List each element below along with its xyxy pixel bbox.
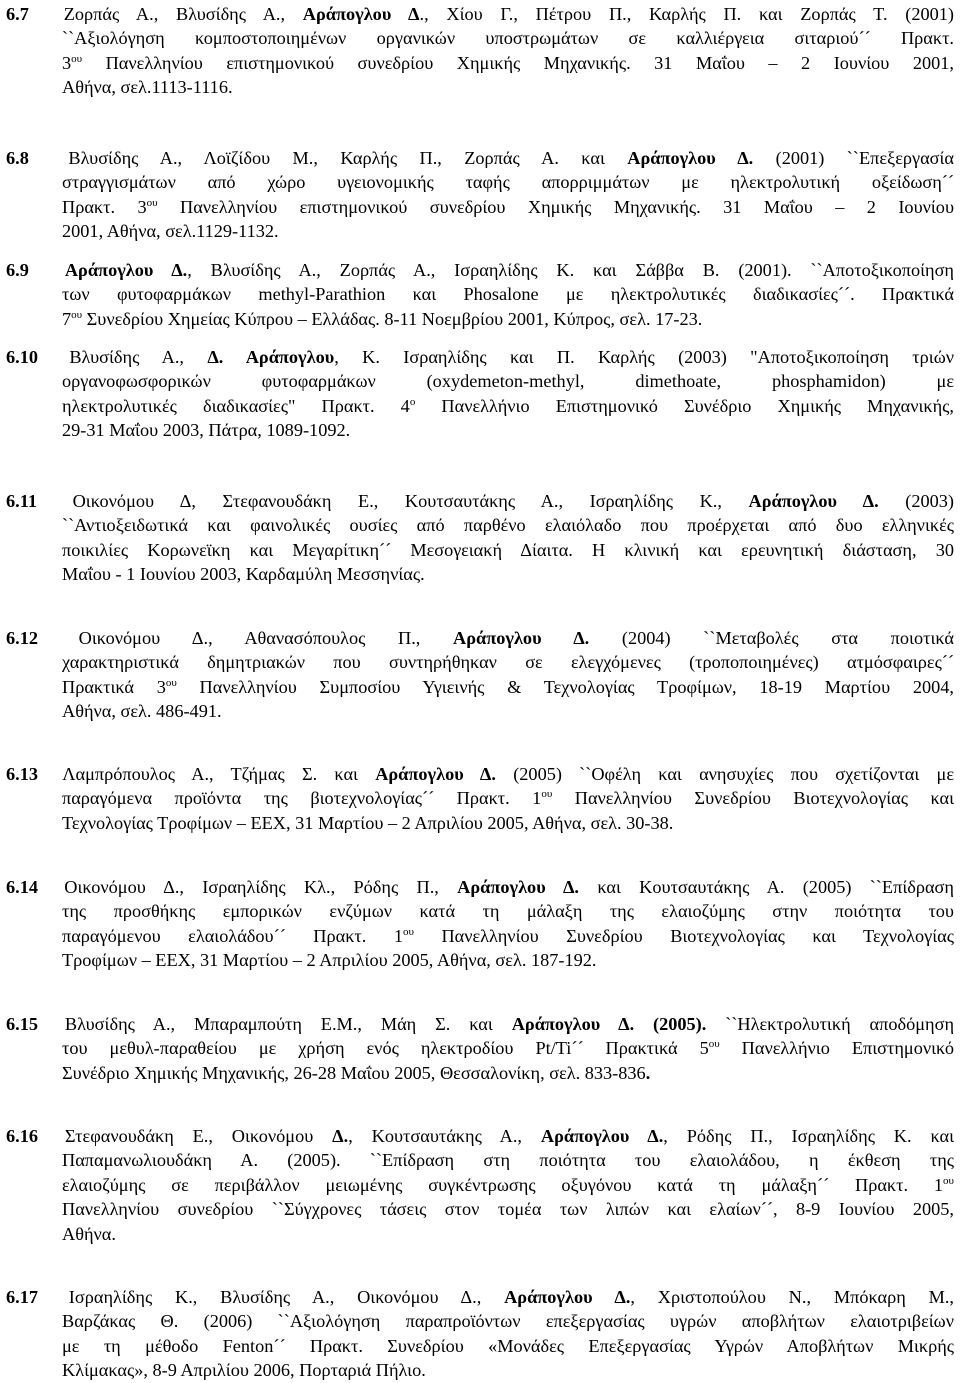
reference-text: των φυτοφαρμάκων methyl-Parathion και Phosalone με ηλεκτρολυτικές διαδικασίες´´. Πρακτικά	[62, 284, 954, 305]
reference-text: 29-31 Μαΐου 2003, Πάτρα, 1089-1092.	[62, 420, 351, 441]
reference-line	[6, 1061, 954, 1085]
reference-number: 6.9	[6, 260, 29, 280]
reference-text: ``Αντιοξειδωτικά και φαινολικές ουσίες από παρθένο ελαιόλαδο που προέρχεται από δυο ελληνικές	[62, 515, 954, 536]
reference-line	[6, 1285, 954, 1309]
reference-line	[6, 2, 954, 26]
bold-author-text: Αράπογλου Δ. (2005).	[511, 1014, 707, 1034]
bold-author-text: Αράπογλου Δ.	[457, 877, 580, 897]
reference-number: 6.11	[6, 491, 37, 511]
reference-line	[6, 282, 954, 306]
ordinal-superscript: ου	[708, 1038, 720, 1051]
reference-text: Πρακτ. 3	[62, 196, 147, 217]
ordinal-superscript: ου	[541, 788, 553, 801]
reference-entry	[6, 1012, 954, 1085]
reference-text: Πρακτικά 3	[62, 676, 166, 697]
reference-line	[6, 699, 954, 723]
reference-text: 2001, Αθήνα, σελ.1129-1132.	[62, 221, 279, 242]
reference-number: 6.16	[6, 1126, 38, 1146]
reference-entry	[6, 875, 954, 973]
reference-text: ``Αξιολόγηση κομποστοποιημένων οργανικών υποστρωμάτων σε καλλιέργεια σιταριού´´ Πρακτ.	[62, 28, 954, 49]
reference-text: Αθήνα.	[62, 1223, 116, 1244]
reference-text: Λαμπρόπουλος Α., Τζήμας Σ. και	[46, 764, 376, 784]
reference-entry	[6, 1285, 954, 1383]
reference-text: Οικονόμου Δ., Ισραηλίδης Κλ., Ρόδης Π.,	[46, 877, 458, 897]
reference-text: (2003)	[878, 491, 954, 511]
reference-text: Ισραηλίδης Κ., Βλυσίδης Α., Οικονόμου Δ.,	[46, 1287, 505, 1307]
reference-line	[6, 26, 954, 50]
reference-text: Πανελληνίου επιστημονικού συνεδρίου Χημικής Μηχανικής. 31 Μαΐου – 2 Ιουνίου	[157, 196, 954, 217]
reference-entry	[6, 1124, 954, 1246]
reference-number: 6.12	[6, 628, 38, 648]
reference-line	[6, 1358, 954, 1382]
reference-text: Μαΐου - 1 Ιουνίου 2003, Καρδαμύλη Μεσσηνίας.	[62, 564, 425, 585]
reference-text	[46, 260, 65, 280]
reference-text: , Βλυσίδης Α., Ζορπάς Α., Ισραηλίδης Κ. και Σάββα Β. (2001). ``Αποτοξικοποίηση	[187, 260, 954, 280]
reference-text: Πανελλήνιο Επιστημονικό	[719, 1038, 954, 1059]
reference-text: με τη μέθοδο Fenton´´ Πρακτ. Συνεδρίου «Μονάδες Επεξεργασίας Υγρών Αποβλήτων Μικρής	[62, 1335, 954, 1356]
reference-text: ., Χίου Γ., Πέτρου Π., Καρλής Π. και Ζορπάς Τ. (2001)	[419, 4, 954, 24]
reference-text: Ζορπάς Α., Βλυσίδης Α.,	[46, 4, 303, 24]
bold-author-text: Δ.	[332, 1126, 349, 1146]
reference-text: Πανελλήνιο Επιστημονικό Συνέδριο Χημικής Μηχανικής,	[415, 395, 954, 416]
reference-line	[6, 1036, 954, 1060]
reference-text: Πανελληνίου συνεδρίου ``Σύγχρονες τάσεις στον τομέα των λιπών και ελαίων´´, 8-9 Ιουνίου 2005,	[62, 1199, 954, 1220]
reference-line	[6, 1197, 954, 1221]
ordinal-superscript: ου	[146, 196, 158, 209]
reference-text: (2001) ``Επεξεργασία	[753, 148, 954, 168]
reference-entry	[6, 345, 954, 443]
reference-number: 6.10	[6, 347, 38, 367]
bold-author-text: Αράπογλου Δ	[302, 4, 420, 24]
bold-author-text: Αράπογλου Δ.	[627, 148, 754, 168]
ordinal-superscript: ου	[402, 925, 414, 938]
reference-line	[6, 786, 954, 810]
reference-text: χαρακτηριστικά δημητριακών που συντηρήθηκαν σε ελεγχόμενες (τροποποιημένες) ατμόσφαιρες´´	[62, 652, 954, 673]
reference-line	[6, 899, 954, 923]
bold-author-text: Αράπογλου Δ.	[64, 260, 188, 280]
reference-text: Αθήνα, σελ.1113-1116.	[62, 77, 233, 98]
reference-text: , Κουτσαυτάκης Α.,	[348, 1126, 541, 1146]
reference-entry	[6, 258, 954, 331]
reference-line	[6, 219, 954, 243]
bold-author-text: .	[645, 1062, 651, 1083]
reference-text: Συνεδρίου Χημείας Κύπρου – Ελλάδας. 8-11 Νοεμβρίου 2001, Κύπρος, σελ. 17-23.	[82, 308, 703, 329]
reference-line	[6, 875, 954, 899]
reference-number: 6.15	[6, 1014, 38, 1034]
reference-text: παραγόμενου ελαιολάδου´´ Πρακτ. 1	[62, 925, 403, 946]
reference-text: Παπαμανωλιουδάκη Α. (2005). ``Επίδραση στη ποιότητα του ελαιολάδου, η έκθεση της	[62, 1150, 954, 1171]
ordinal-superscript: ο	[409, 395, 416, 408]
reference-text: ``Ηλεκτρολυτική αποδόμηση	[706, 1014, 954, 1034]
reference-number: 6.7	[6, 4, 29, 24]
reference-line	[6, 1124, 954, 1148]
reference-text: Τροφίμων – ΕΕΧ, 31 Μαρτίου – 2 Απριλίου 2005, Αθήνα, σελ. 187-192.	[62, 950, 597, 971]
reference-text: (2005) ``Οφέλη και ανησυχίες που σχετίζονται με	[495, 764, 954, 784]
reference-line	[6, 1148, 954, 1172]
reference-line	[6, 562, 954, 586]
reference-line	[6, 675, 954, 699]
reference-entry	[6, 489, 954, 587]
reference-text: Βλυσίδης Α., Λοϊζίδου Μ., Καρλής Π., Ζορπάς Α. και	[46, 148, 628, 168]
ordinal-superscript: ου	[71, 52, 83, 65]
reference-text: Αθήνα, σελ. 486-491.	[62, 701, 222, 722]
reference-text: Στεφανουδάκη Ε., Οικονόμου	[46, 1126, 333, 1146]
reference-line	[6, 489, 954, 513]
reference-text: Τεχνολογίας Τροφίμων – ΕΕΧ, 31 Μαρτίου – 2 Απριλίου 2005, Αθήνα, σελ. 30-38.	[62, 812, 674, 833]
reference-text: Πανελληνίου Συνεδρίου Βιοτεχνολογίας και	[552, 788, 954, 809]
ordinal-superscript: ου	[165, 676, 177, 689]
reference-text: , Χριστοπούλου Ν., Μπόκαρη Μ.,	[630, 1287, 954, 1307]
reference-entry	[6, 762, 954, 835]
reference-entry	[6, 2, 954, 100]
ordinal-superscript: ου	[943, 1174, 954, 1187]
reference-line	[6, 948, 954, 972]
reference-text: οργανοφωσφορικών φυτοφαρμάκων (oxydemeton-methyl, dimethoate, phosphamidon) με	[62, 371, 954, 392]
reference-entry	[6, 146, 954, 244]
reference-text: και Κουτσαυτάκης Α. (2005) ``Επίδραση	[579, 877, 954, 897]
reference-line	[6, 394, 954, 418]
reference-line	[6, 418, 954, 442]
reference-text: Πανελληνίου Συνεδρίου Βιοτεχνολογίας και Τεχνολογίας	[413, 925, 954, 946]
reference-line	[6, 307, 954, 331]
reference-text: ποικιλίες Κορωνεϊκη και Μεγαρίτικη´´ Μεσογειακή Δίαιτα. Η κλινική και ερευνητική διάσταση, 30	[62, 539, 954, 560]
reference-line	[6, 626, 954, 650]
reference-line	[6, 1309, 954, 1333]
bold-author-text: Αράπογλου Δ.	[453, 628, 590, 648]
reference-number: 6.14	[6, 877, 38, 897]
reference-line	[6, 75, 954, 99]
reference-line	[6, 146, 954, 170]
reference-line	[6, 924, 954, 948]
reference-text: 7	[62, 308, 72, 329]
reference-entry	[6, 626, 954, 724]
bold-author-text: Δ. Αράπογλου	[207, 347, 335, 367]
reference-line	[6, 369, 954, 393]
reference-number: 6.13	[6, 764, 38, 784]
reference-line	[6, 538, 954, 562]
reference-text: , Κ. Ισραηλίδης και Π. Καρλής (2003) "Αποτοξικοποίηση τριών	[334, 347, 954, 367]
reference-number: 6.8	[6, 148, 29, 168]
reference-line	[6, 345, 954, 369]
reference-text: Οικονόμου Δ, Στεφανουδάκη Ε., Κουτσαυτάκης Α., Ισραηλίδης Κ.,	[46, 491, 749, 511]
reference-text: Βλυσίδης Α.,	[46, 347, 208, 367]
reference-line	[6, 51, 954, 75]
reference-line	[6, 170, 954, 194]
reference-text: του μεθυλ-παραθείου με χρήση ενός ηλεκτροδίου Pt/Ti´´ Πρακτικά 5	[62, 1038, 709, 1059]
reference-line	[6, 513, 954, 537]
reference-line	[6, 258, 954, 282]
reference-line	[6, 1222, 954, 1246]
reference-line	[6, 811, 954, 835]
reference-line	[6, 195, 954, 219]
bold-author-text: Αράπογλου Δ.	[748, 491, 879, 511]
reference-text: Βλυσίδης Α., Μπαραμπούτη Ε.Μ., Μάη Σ. και	[46, 1014, 512, 1034]
reference-line	[6, 1334, 954, 1358]
reference-number: 6.17	[6, 1287, 38, 1307]
reference-text: στραγγισμάτων από χώρο υγειονομικής ταφής απορριμμάτων με ηλεκτρολυτική οξείδωση´´	[62, 172, 954, 193]
reference-text: (2004) ``Μεταβολές στα ποιοτικά	[589, 628, 954, 648]
reference-text: , Ρόδης Π., Ισραηλίδης Κ. και	[663, 1126, 954, 1146]
bold-author-text: Αράπογλου Δ.	[504, 1287, 631, 1307]
reference-text: παραγόμενα προϊόντα της βιοτεχνολογίας´´ Πρακτ. 1	[62, 788, 542, 809]
reference-text: Πανελληνίου Συμποσίου Υγιεινής & Τεχνολογίας Τροφίμων, 18-19 Μαρτίου 2004,	[176, 676, 954, 697]
reference-text: Συνέδριο Χημικής Μηχανικής, 26-28 Μαΐου 2005, Θεσσαλονίκη, σελ. 833-836	[62, 1062, 646, 1083]
reference-text: Βαρζάκας Θ. (2006) ``Αξιολόγηση παραπροϊόντων επεξεργασίας υγρών αποβλήτων ελαιοτριβείων	[62, 1311, 954, 1332]
bold-author-text: Αράπογλου Δ.	[540, 1126, 664, 1146]
bold-author-text: Αράπογλου Δ.	[375, 764, 496, 784]
reference-text: 3	[62, 52, 72, 73]
reference-text: της προσθήκης εμπορικών ενζύμων κατά τη μάλαξη της ελαιοζύμης στην ποιότητα του	[62, 901, 954, 922]
reference-line	[6, 650, 954, 674]
ordinal-superscript: ου	[71, 308, 83, 321]
reference-line	[6, 1173, 954, 1197]
reference-line	[6, 1012, 954, 1036]
reference-text: Κλίμακας», 8-9 Απριλίου 2006, Πορταριά Πήλιο.	[62, 1360, 426, 1381]
reference-text: Οικονόμου Δ., Αθανασόπουλος Π.,	[46, 628, 454, 648]
reference-text: ηλεκτρολυτικές διαδικασίες" Πρακτ. 4	[62, 395, 410, 416]
reference-text: Πανελληνίου επιστημονικού συνεδρίου Χημικής Μηχανικής. 31 Μαΐου – 2 Ιουνίου 2001,	[82, 52, 954, 73]
reference-text: ελαιοζύμης σε περιβάλλον μειωμένης συγκέντρωσης οξυγόνου κατά τη μάλαξη´´ Πρακτ. 1	[62, 1174, 944, 1195]
reference-line	[6, 762, 954, 786]
